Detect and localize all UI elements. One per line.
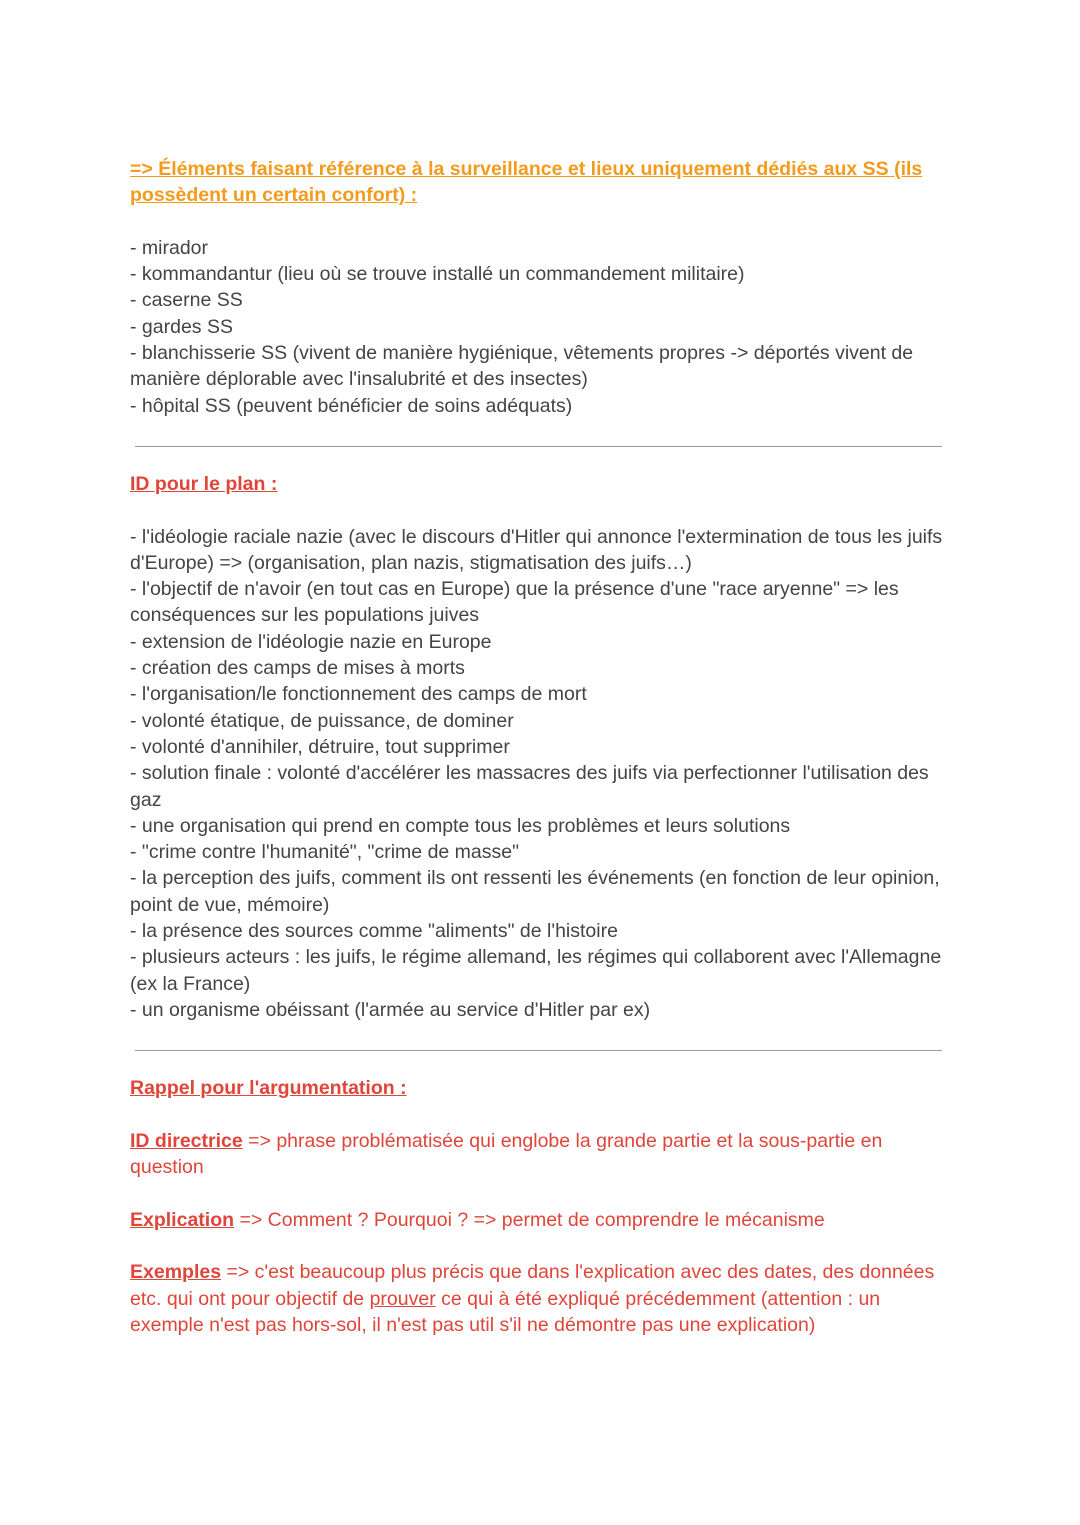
spacer [130, 1233, 950, 1259]
list-item: - mirador [130, 236, 209, 259]
exemples-paragraph [130, 1259, 950, 1338]
exemples-underlined-word: prouver [369, 1287, 436, 1310]
list-item: - caserne SS [130, 289, 243, 312]
list-item: - l'objectif de n'avoir (en tout cas en Europe) que la présence d'une "race aryenne" => les conséquences sur les populations juives [130, 578, 899, 627]
section-plan-heading: ID pour le plan : [130, 472, 278, 495]
document-page [130, 156, 950, 1338]
exemples-text-after: ce qui à été expliqué précédemment (attention : un exemple n'est pas hors-sol, il n'est pas util s'il ne démontre pas une explication) [130, 1287, 881, 1336]
list-item: - volonté d'annihiler, détruire, tout supprimer [130, 735, 510, 758]
list-item: - hôpital SS (peuvent bénéficier de soins adéquats) [130, 394, 573, 417]
list-item: - l'idéologie raciale nazie (avec le discours d'Hitler qui annonce l'extermination de tous les juifs d'Europe) => (organisation, plan nazis, stigmatisation des juifs…) [130, 525, 943, 574]
spacer [130, 209, 950, 235]
spacer [130, 1180, 950, 1206]
exemples-text-before: => c'est beaucoup plus précis que dans l'explication avec des dates, des données etc. qui ont pour objectif de [130, 1261, 935, 1310]
list-item: - blanchisserie SS (vivent de manière hygiénique, vêtements propres -> déportés vivent de manière déplorable avec l'insalubrité et des insectes) [130, 342, 914, 391]
section-surveillance-list [130, 235, 950, 419]
list-item: - création des camps de mises à morts [130, 657, 465, 680]
section-surveillance-heading: => Éléments faisant référence à la surveillance et lieux uniquement dédiés aux SS (ils possèdent un certain confort) : [130, 158, 923, 207]
list-item: - solution finale : volonté d'accélérer les massacres des juifs via perfectionner l'utilisation des gaz [130, 762, 929, 811]
list-item: - extension de l'idéologie nazie en Europe [130, 630, 492, 653]
list-item: - l'organisation/le fonctionnement des camps de mort [130, 683, 587, 706]
spacer [130, 1102, 950, 1128]
id-directrice-text: => phrase problématisée qui englobe la grande partie et la sous-partie en question [130, 1129, 883, 1179]
explication-text: => Comment ? Pourquoi ? => permet de comprendre le mécanisme [234, 1208, 825, 1231]
explication-paragraph [130, 1207, 950, 1233]
spacer [130, 497, 950, 523]
list-item: - une organisation qui prend en compte tous les problèmes et leurs solutions [130, 814, 791, 837]
exemples-term: Exemples [130, 1261, 222, 1284]
explication-term: Explication [130, 1208, 235, 1231]
divider [130, 419, 950, 471]
divider [130, 1023, 950, 1075]
section-plan-list [130, 524, 950, 1024]
list-item: - gardes SS [130, 315, 233, 338]
list-item: - "crime contre l'humanité", "crime de masse" [130, 841, 520, 864]
list-item: - plusieurs acteurs : les juifs, le régime allemand, les régimes qui collaborent avec l'Allemagne (ex la France) [130, 946, 942, 995]
id-directrice-paragraph [130, 1128, 950, 1181]
list-item: - la présence des sources comme "aliments" de l'histoire [130, 920, 618, 943]
list-item: - volonté étatique, de puissance, de dominer [130, 709, 514, 732]
section-argumentation-heading: Rappel pour l'argumentation : [130, 1077, 407, 1100]
list-item: - un organisme obéissant (l'armée au service d'Hitler par ex) [130, 998, 651, 1021]
list-item: - kommandantur (lieu où se trouve installé un commandement militaire) [130, 263, 745, 286]
list-item: - la perception des juifs, comment ils ont ressenti les événements (en fonction de leur opinion, point de vue, mémoire) [130, 867, 940, 916]
id-directrice-term: ID directrice [130, 1129, 243, 1152]
